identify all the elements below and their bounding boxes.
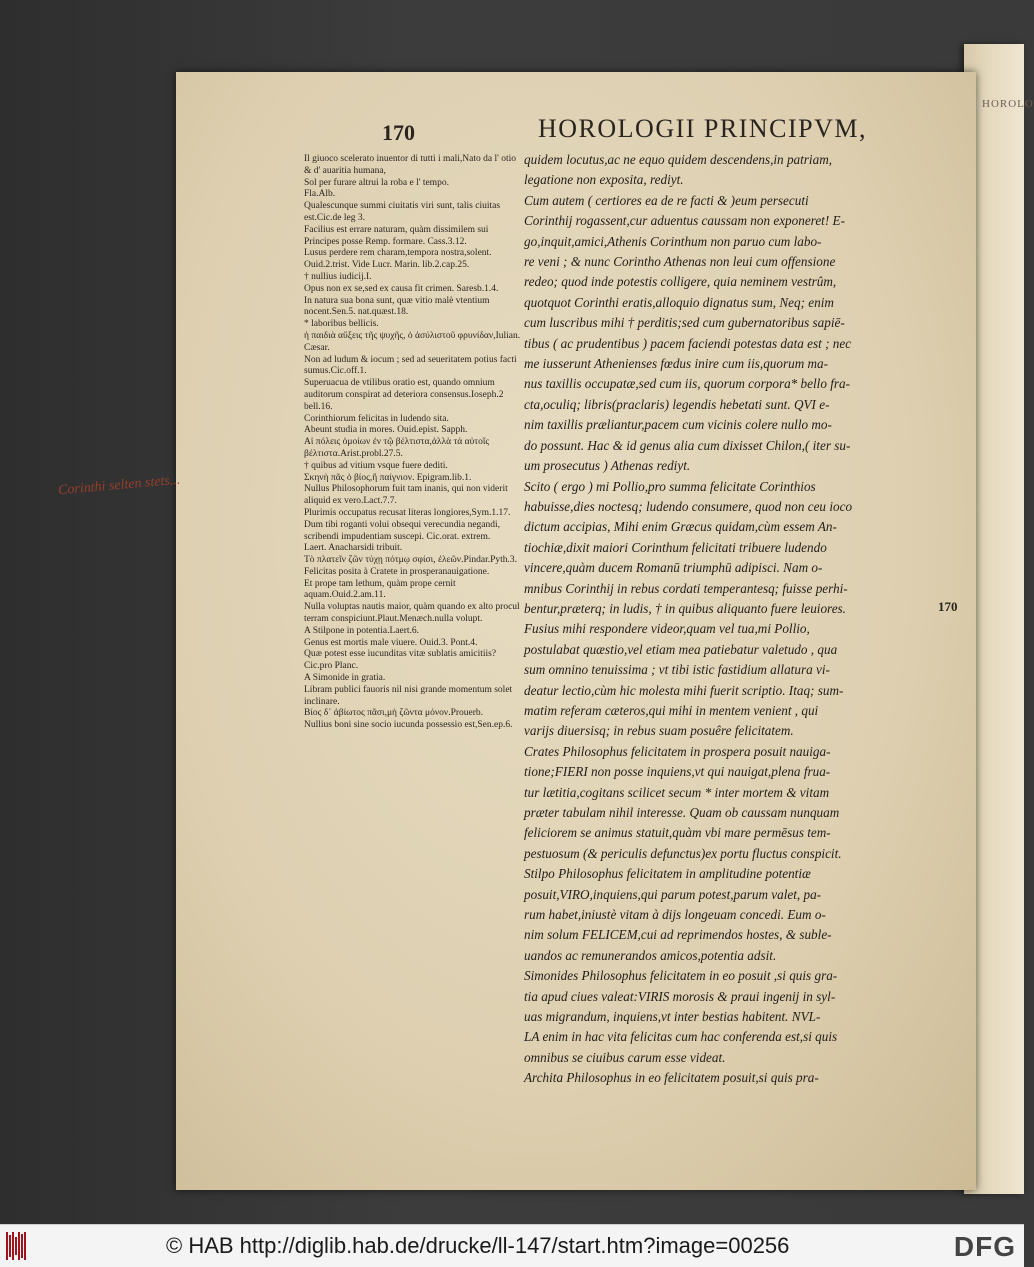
text-line: varijs diuersisq; in rebus suam posuêre felicitatem. <box>524 723 794 739</box>
margin-note: In natura sua bona sunt, quæ vitio malè vtentium nocent.Sen.5. nat.quæst.18. <box>304 295 490 318</box>
margin-note: Fla.Alb. <box>304 189 336 200</box>
margin-note: Lusus perdere rem charam,tempora nostra,solent. Ouid.2.trist. Vide Lucr. Marin. lib.2.cap.25. <box>304 248 492 271</box>
text-line: bentur,præterq; in ludis, † in quibus aliquanto fuere leuiores. <box>524 600 846 616</box>
margin-note: Βίος δ᾽ ἀβίωτος πᾶσι,μὴ ζῶντα μόνον.Prouerb. <box>304 708 484 719</box>
footer-bar <box>0 1224 1024 1267</box>
text-line: præter tabulam nihil interesse. Quam ob caussam nunquam <box>524 805 840 820</box>
margin-note: Nullius boni sine socio iucunda possessio est,Sen.ep.6. <box>304 720 513 731</box>
text-line: rum habet,iniustè vitam à dijs longeuam concedi. Eum o- <box>524 907 826 923</box>
margin-note: Et prope tam lethum, quàm prope cernit aquam.Ouid.2.am.11. <box>304 578 456 601</box>
hab-barcode-logo-icon <box>6 1232 28 1260</box>
text-line: cta,oculiq; libris(praclaris) legendis hebetati sunt. QVI e- <box>524 396 830 412</box>
margin-note: Qualescunque summi ciuitatis viri sunt, talis ciuitas est.Cic.de leg 3. <box>304 201 501 223</box>
text-line: sum omnino tenuissima ; vt tibi istic fastidium allatura vi- <box>524 662 830 678</box>
margin-note: A Stilpone in potentia.Laert.6. <box>304 625 420 636</box>
text-line: matim referam cæteros,qui mihi in mentem venient , qui <box>524 702 819 718</box>
text-line: deatur lectio,cùm hic molesta mihi fuerit scriptio. Itaq; sum- <box>524 682 844 698</box>
margin-note: † quibus ad vitium vsque fuere dediti. <box>304 460 448 471</box>
text-line: posuit,VIRO,inquiens,qui parum potest,parum valet, pa- <box>524 886 822 902</box>
text-line: re veni ; & nunc Corintho Athenas non leui cum offensione <box>524 254 836 270</box>
text-line: omnibus se ciuibus carum esse videat. <box>524 1049 726 1065</box>
running-head: HOROLOGII PRINCIPVM, <box>538 114 868 143</box>
margin-note: Superuacua de vtilibus oratio est, quando omnium auditorum conspirat ad deteriora consensus.Ioseph.2 bell.16. <box>304 378 504 412</box>
handwritten-annotation: Corinthi selten stets... <box>57 472 181 499</box>
margin-note: ἡ παιδιὰ αὔξεις τῆς ψυχῆς, ὁ ἀσύλιστοῦ φρυνίδαν,Iulian. Cæsar. <box>304 330 521 353</box>
text-line: legatione non exposita, rediyt. <box>524 172 684 188</box>
text-line: LA enim in hac vita felicitas cum hac conferenda est,si quis <box>524 1029 838 1045</box>
next-page-fragment: HOROLO <box>982 98 1034 110</box>
margin-note: Felicitas posita à Cratete in prosperanauigatione. <box>304 566 490 577</box>
text-line: uandos ac remunerandos amicos,potentia adsit. <box>524 947 777 963</box>
text-line: quotquot Corinthi eratis,alloquio dignatus sum, Neq; enim <box>524 294 834 310</box>
text-line: Corinthij rogassent,cur aduentus caussam non exponeret! E- <box>524 213 845 229</box>
text-line: do possunt. Hac & id genus alia cum dixisset Chilon,( iter su- <box>524 437 851 453</box>
text-line: nus taxillis occupatæ,sed cum iis, quorum corpora* bello fra- <box>524 376 851 392</box>
footer-copyright-link[interactable]: © HAB http://diglib.hab.de/drucke/ll-147/start.htm?image=00256 <box>166 1233 790 1258</box>
margin-note: Σκηνὴ πᾶς ὁ βίος,ἢ παίγνιον. Epigram.lib.1. <box>304 472 472 483</box>
main-text <box>524 150 922 1089</box>
text-line: postulabat quæstio,vel etiam mea patiebatur valetudo , qua <box>524 641 838 657</box>
text-line: Crates Philosophus felicitatem in prospera posuit nauiga- <box>524 743 831 759</box>
text-line: tia apud ciues valeat:VIRIS morosis & praui ingenij in syl- <box>524 988 836 1004</box>
margin-note: A Simonide in gratia. <box>304 673 386 684</box>
text-line: habuisse,dies noctesq; ludendo consumere, quod non ceu ioco <box>524 498 853 514</box>
margin-note: Αἱ πόλεις ὁμοίων ἐν τῷ βέλτιστα,ἀλλὰ τά αὐτοῖς βέλτιστα.Arist.probl.27.5. <box>304 437 490 459</box>
book-page <box>176 72 976 1190</box>
text-line: dictum accipias, Mihi enim Græcus quidam,cùm essem An- <box>524 519 837 535</box>
text-line: feliciorem se animus statuit,quàm vbi mare permēsus tem- <box>524 825 831 841</box>
text-line: Simonides Philosophus felicitatem in eo posuit ,si quis gra- <box>524 968 838 984</box>
text-line: mnibus Corinthij in rebus cordati temperantesq; fuisse perhi- <box>524 580 848 596</box>
text-line: go,inquit,amici,Athenis Corinthum non paruo cum labo- <box>524 233 822 249</box>
margin-note: Plurimis occupatus recusat literas longiores,Sym.1.17. <box>304 507 511 518</box>
margin-note: Genus est mortis male viuere. Ouid.3. Pont.4. <box>304 637 478 648</box>
margin-note: Dum tibi roganti volui obsequi verecundia negandi, scribendi impudentiam suscepi. Cic.orat. extrem. <box>304 519 501 542</box>
margin-note: Libram publici fauoris nil nisi grande momentum solet inclinare. <box>304 684 513 707</box>
margin-note: Nulla voluptas nautis maior, quàm quando ex alto procul terram conspiciunt.Plaut.Menæch.nulla volupt. <box>304 602 520 625</box>
text-line: me iusserunt Athenienses fœdus inire cum iis,quorum ma- <box>524 356 829 372</box>
margin-notes <box>304 154 522 732</box>
text-line: um prosecutus ) Athenas rediyt. <box>524 458 691 474</box>
text-line: Scito ( ergo ) mi Pollio,pro summa felicitate Corinthios <box>524 478 816 494</box>
margin-note: † nullius iudicij.I. <box>304 271 372 282</box>
text-line: tione;FIERI non posse inquiens,vt qui nauigat,plena frua- <box>524 764 831 780</box>
text-line: vincere,quàm ducem Romanū triumphū adipisci. Nam o- <box>524 560 823 576</box>
margin-note: Quæ potest esse iucunditas vitæ sublatis amicitiis?Cic.pro Planc. <box>304 649 497 672</box>
margin-note: Il giuoco scelerato inuentor di tutti i mali,Nato da l' otio & d' auaritia humana, <box>304 154 516 176</box>
dfg-logo: DFG <box>953 1231 1016 1262</box>
text-line: tibus ( ac prudentibus ) pacem faciendi potestas data est ; nec <box>524 335 852 351</box>
text-line: nim taxillis præliantur,pacem cum vicinis colere nullo mo- <box>524 417 832 433</box>
text-line: uas migrandum, inquiens,vt inter bestias habitent. NVL- <box>524 1009 821 1025</box>
text-line: nim solum FELICEM,cui ad reprimendos hostes, & suble- <box>524 927 832 943</box>
margin-number: 170 <box>938 599 958 614</box>
margin-note: Corinthiorum felicitas in ludendo sita. <box>304 413 449 424</box>
text-line: Archita Philosophus in eo felicitatem posuit,si quis pra- <box>524 1070 819 1086</box>
text-line: redeo; quod inde potestis colligere, quia neminem vestrûm, <box>524 274 837 290</box>
margin-note: Sol per furare altrui la roba e l' tempo. <box>304 177 449 188</box>
text-line: tur lætitia,cogitans scilicet secum * inter mortem & vitam <box>524 784 830 800</box>
margin-note: Τὸ πλατεῖν ζῶν τύχῃ πότμῳ σφίσι, ἐλεῶν.Pindar.Pyth.3. <box>304 555 518 566</box>
text-line: tiochiæ,dixit maiori Corinthum felicitati tribuere ludendo <box>524 539 827 555</box>
text-line: Stilpo Philosophus felicitatem in amplitudine potentiæ <box>524 866 811 882</box>
text-line: quidem locutus,ac ne equo quidem descendens,in patriam, <box>524 152 833 167</box>
text-line: cum luscribus mihi † perditis;sed cum gubernatoribus sapiē- <box>524 315 845 331</box>
margin-note: * laboribus bellicis. <box>304 319 379 330</box>
margin-note: Abeunt studia in mores. Ouid.epist. Sapph. <box>304 425 468 436</box>
text-line: Fusius mihi respondere videor,quam vel tua,mi Pollio, <box>524 621 810 637</box>
margin-note: Facilius est errare naturam, quàm dissimilem sui Principes posse Remp. formare. Cass.3.12. <box>304 224 489 247</box>
text-line: Cum autem ( certiores ea de re facti & )eum persecuti <box>524 192 809 208</box>
margin-note: Non ad ludum & iocum ; sed ad seueritatem potius facti sumus.Cic.off.1. <box>304 354 517 377</box>
text-line: pestuosum (& periculis defunctus)ex portu fluctus conspicit. <box>524 845 842 861</box>
page-number: 170 <box>382 120 415 145</box>
margin-note: Laert. Anacharsidi tribuit. <box>304 543 403 554</box>
margin-note: Opus non ex se,sed ex causa fit crimen. Saresb.1.4. <box>304 283 499 294</box>
margin-note: Nullus Philosophorum fuit tam inanis, qui non viderit aliquid ex vero.Lact.7.7. <box>304 484 508 507</box>
